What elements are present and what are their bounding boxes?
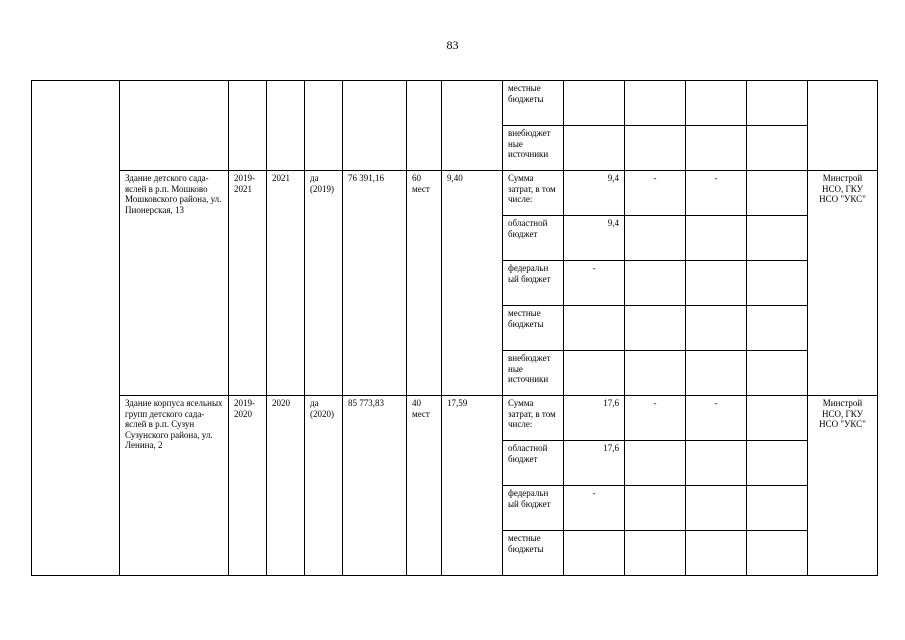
source-label: областной бюджет	[503, 216, 564, 261]
source-label: Сумма затрат, в том числе:	[503, 396, 564, 441]
object-responsible: Минстрой НСО, ГКУ НСО "УКС"	[808, 171, 878, 396]
source-label: федеральн ый бюджет	[503, 486, 564, 531]
table-row	[32, 396, 878, 441]
source-label: местные бюджеты	[503, 531, 564, 576]
source-label: Сумма затрат, в том числе:	[503, 171, 564, 216]
object-period: 2019-2021	[229, 171, 267, 396]
table-row	[32, 81, 878, 126]
object-capacity: 60 мест	[407, 171, 442, 396]
source-label: местные бюджеты	[503, 81, 564, 126]
object-amount: 9,40	[442, 171, 503, 396]
source-value: 17,6	[564, 396, 625, 441]
source-value: -	[564, 486, 625, 531]
object-cost: 85 773,83	[343, 396, 407, 576]
source-value: -	[625, 171, 686, 216]
source-value: -	[686, 171, 747, 216]
source-label: внебюджет ные источники	[503, 126, 564, 171]
object-capacity: 40 мест	[407, 396, 442, 576]
source-label: внебюджет ные источники	[503, 351, 564, 396]
source-label: местные бюджеты	[503, 306, 564, 351]
object-flag: да (2019)	[305, 171, 343, 396]
object-name: Здание корпуса ясельных групп детского сада-яслей в р.п. Сузун Сузунского района, ул. Ленина, 2	[120, 396, 229, 576]
source-value: 17,6	[564, 441, 625, 486]
object-cost: 76 391,16	[343, 171, 407, 396]
source-value	[747, 171, 808, 216]
object-amount: 17,59	[442, 396, 503, 576]
source-value: -	[625, 396, 686, 441]
source-value: 9,4	[564, 216, 625, 261]
construction-objects-table	[31, 80, 878, 576]
object-name: Здание детского сада-яслей в р.п. Мошково Мошковского района, ул. Пионерская, 13	[120, 171, 229, 396]
object-year: 2020	[267, 396, 305, 576]
source-value: -	[686, 396, 747, 441]
object-responsible: Минстрой НСО, ГКУ НСО "УКС"	[808, 396, 878, 576]
source-label: областной бюджет	[503, 441, 564, 486]
object-period: 2019-2020	[229, 396, 267, 576]
group-cell	[32, 81, 120, 576]
object-flag: да (2020)	[305, 396, 343, 576]
source-value: 9,4	[564, 171, 625, 216]
source-value	[747, 396, 808, 441]
page-number: 83	[446, 38, 459, 52]
table-row	[32, 171, 878, 216]
object-year: 2021	[267, 171, 305, 396]
source-value: -	[564, 261, 625, 306]
source-label: федеральн ый бюджет	[503, 261, 564, 306]
